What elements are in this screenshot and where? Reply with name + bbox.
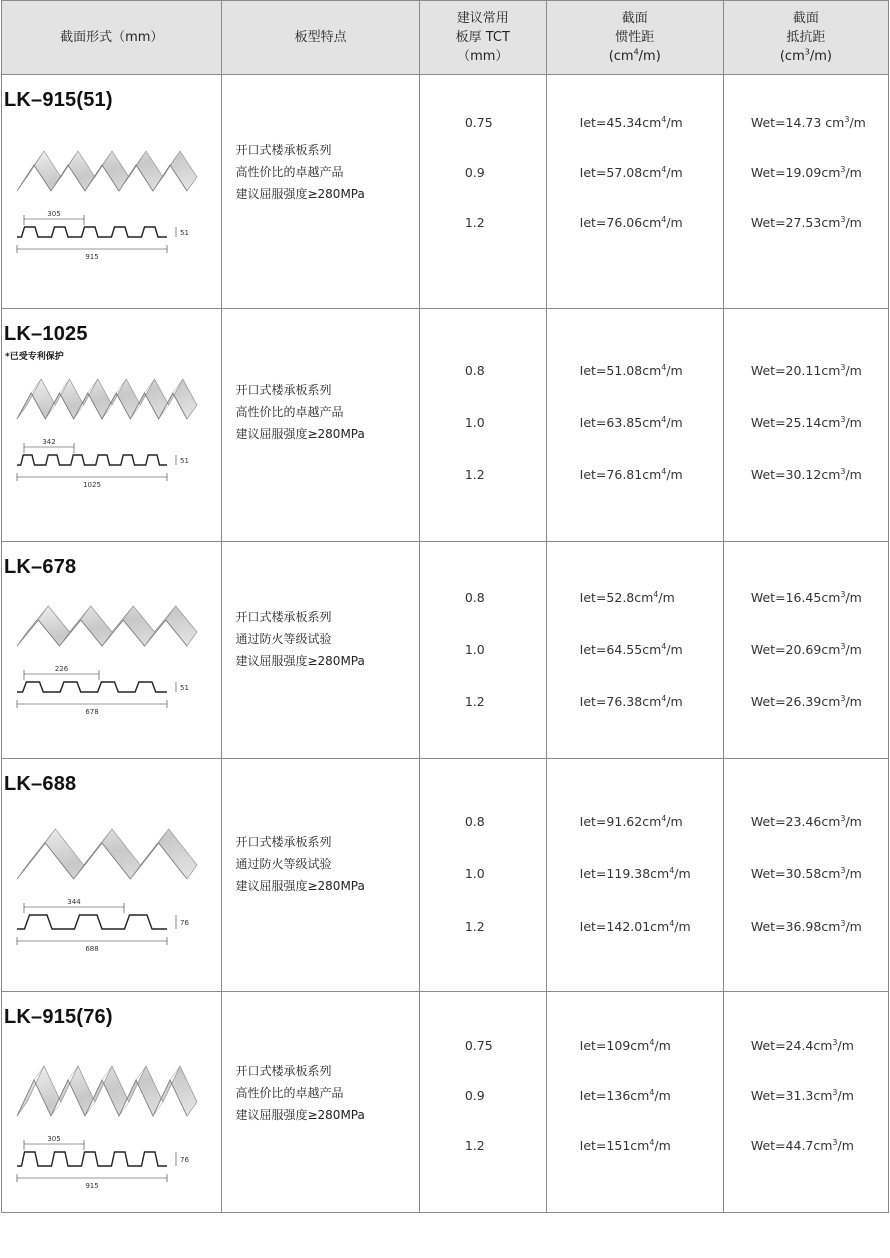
- thickness-cell: [419, 992, 546, 1213]
- modulus-value: $Wet=24.4cm^3/m$: [750, 1037, 854, 1053]
- inertia-value: $Iet=45.34cm^4/m$: [579, 114, 683, 130]
- width-dimension: 688: [85, 945, 99, 953]
- features-cell: [222, 992, 419, 1213]
- modulus-value: Wet=14.73 $cm^3/m$: [750, 114, 866, 130]
- thickness-value: 0.9: [464, 1088, 485, 1103]
- thickness-value: 0.75: [464, 1038, 493, 1053]
- section-form-cell: [2, 759, 222, 992]
- deck-cross-section: [17, 215, 176, 253]
- modulus-value: $Wet=19.09cm^3/m$: [750, 164, 862, 180]
- thickness-value: 1.2: [464, 1138, 485, 1153]
- modulus-cell: [723, 309, 888, 542]
- feature-line: 高性价比的卓越产品: [235, 405, 344, 419]
- deck-cross-section: [17, 443, 176, 481]
- model-name: LK–688: [4, 773, 77, 795]
- height-dimension: 76: [180, 1156, 189, 1164]
- feature-line: 高性价比的卓越产品: [235, 1086, 344, 1100]
- thickness-value: 1.0: [464, 415, 485, 430]
- thickness-value: 1.0: [464, 866, 485, 881]
- thickness-value: 0.9: [464, 165, 485, 180]
- model-name: LK–915(76): [4, 1006, 113, 1028]
- inertia-value: $Iet=142.01cm^4/m$: [579, 918, 691, 934]
- section-form-cell: [2, 309, 222, 542]
- inertia-value: $Iet=76.38cm^4/m$: [579, 693, 683, 709]
- width-dimension: 915: [85, 253, 99, 261]
- thickness-cell: [419, 309, 546, 542]
- inertia-cell: [546, 309, 723, 542]
- feature-line: 开口式楼承板系列: [235, 1064, 332, 1078]
- height-dimension: 51: [180, 229, 189, 237]
- section-form-cell: [2, 75, 222, 309]
- modulus-value: $Wet=20.69cm^3/m$: [750, 641, 862, 657]
- width-dimension: 678: [85, 708, 99, 716]
- pitch-dimension: 344: [67, 898, 81, 906]
- thickness-cell: [419, 759, 546, 992]
- modulus-cell: [723, 759, 888, 992]
- width-dimension: 1025: [83, 481, 101, 489]
- table-row: [2, 759, 889, 992]
- patent-note: *已受专利保护: [5, 352, 64, 362]
- model-name: LK–1025: [4, 323, 88, 345]
- deck-isometric-view: [17, 829, 197, 879]
- thickness-value: 0.75: [464, 115, 493, 130]
- table-row: [2, 309, 889, 542]
- modulus-value: $Wet=16.45cm^3/m$: [750, 589, 862, 605]
- table-row: [2, 75, 889, 309]
- inertia-cell: [546, 75, 723, 309]
- model-name: LK–915(51): [4, 89, 113, 111]
- deck-isometric-view: [17, 606, 197, 646]
- modulus-value: $Wet=26.39cm^3/m$: [750, 693, 862, 709]
- inertia-value: $Iet=76.06cm^4/m$: [579, 214, 683, 230]
- pitch-dimension: 342: [42, 438, 56, 446]
- feature-line: 建议屈服强度≥280MPa: [235, 187, 365, 201]
- modulus-cell: [723, 542, 888, 759]
- feature-line: 开口式楼承板系列: [235, 610, 332, 624]
- deck-isometric-view: [17, 379, 197, 419]
- inertia-value: $Iet=91.62cm^4/m$: [579, 813, 683, 829]
- modulus-value: $Wet=30.12cm^3/m$: [750, 466, 862, 482]
- inertia-value: $Iet=64.55cm^4/m$: [579, 641, 683, 657]
- section-form-cell: [2, 542, 222, 759]
- thickness-value: 1.0: [464, 642, 485, 657]
- features-cell: [222, 759, 419, 992]
- table-header: [2, 1, 889, 75]
- pitch-dimension: 305: [47, 1135, 61, 1143]
- feature-line: 开口式楼承板系列: [235, 143, 332, 157]
- inertia-value: $Iet=57.08cm^4/m$: [579, 164, 683, 180]
- height-dimension: 51: [180, 457, 189, 465]
- inertia-cell: [546, 542, 723, 759]
- spec-table: [1, 0, 889, 1213]
- height-dimension: 76: [180, 919, 189, 927]
- feature-line: 建议屈服强度≥280MPa: [235, 654, 365, 668]
- table-row: [2, 542, 889, 759]
- deck-isometric-view: [17, 151, 197, 191]
- inertia-cell: [546, 992, 723, 1213]
- inertia-value: $Iet=109cm^4/m$: [579, 1037, 671, 1053]
- feature-line: 开口式楼承板系列: [235, 835, 332, 849]
- modulus-value: $Wet=30.58cm^3/m$: [750, 865, 862, 881]
- modulus-value: $Wet=36.98cm^3/m$: [750, 918, 862, 934]
- modulus-value: $Wet=23.46cm^3/m$: [750, 813, 862, 829]
- deck-cross-section: [17, 1140, 176, 1182]
- features-cell: [222, 309, 419, 542]
- thickness-value: 1.2: [464, 215, 485, 230]
- deck-isometric-view: [17, 1066, 197, 1116]
- thickness-cell: [419, 542, 546, 759]
- feature-line: 开口式楼承板系列: [235, 383, 332, 397]
- thickness-value: 0.8: [464, 590, 485, 605]
- thickness-value: 1.2: [464, 694, 485, 709]
- feature-line: 建议屈服强度≥280MPa: [235, 1108, 365, 1122]
- modulus-value: $Wet=27.53cm^3/m$: [750, 214, 862, 230]
- deck-cross-section: [17, 903, 176, 945]
- modulus-value: $Wet=25.14cm^3/m$: [750, 414, 862, 430]
- thickness-value: 1.2: [464, 919, 485, 934]
- inertia-cell: [546, 759, 723, 992]
- thickness-value: 0.8: [464, 814, 485, 829]
- height-dimension: 51: [180, 684, 189, 692]
- thickness-value: 0.8: [464, 363, 485, 378]
- header-thickness: 建议常用 板厚 TCT （mm）: [419, 1, 546, 75]
- pitch-dimension: 226: [54, 665, 69, 673]
- modulus-value: $Wet=44.7cm^3/m$: [750, 1137, 854, 1153]
- inertia-value: $Iet=151cm^4/m$: [579, 1137, 671, 1153]
- model-name: LK–678: [4, 556, 77, 578]
- inertia-value: $Iet=119.38cm^4/m$: [579, 865, 691, 881]
- feature-line: 通过防火等级试验: [235, 857, 332, 871]
- header-inertia: 截面 惯性距 $(cm^4/m)$: [546, 1, 723, 75]
- feature-line: 通过防火等级试验: [235, 632, 332, 646]
- thickness-value: 1.2: [464, 467, 485, 482]
- thickness-cell: [419, 75, 546, 309]
- features-cell: [222, 542, 419, 759]
- feature-line: 建议屈服强度≥280MPa: [235, 427, 365, 441]
- header-features: 板型特点: [222, 1, 419, 75]
- width-dimension: 915: [85, 1182, 99, 1190]
- modulus-value: $Wet=20.11cm^3/m$: [750, 362, 862, 378]
- inertia-value: $Iet=51.08cm^4/m$: [579, 362, 683, 378]
- modulus-value: $Wet=31.3cm^3/m$: [750, 1087, 854, 1103]
- table-row: [2, 992, 889, 1213]
- feature-line: 建议屈服强度≥280MPa: [235, 879, 365, 893]
- features-cell: [222, 75, 419, 309]
- inertia-value: $Iet=76.81cm^4/m$: [579, 466, 683, 482]
- header-section-form: 截面形式（mm）: [2, 1, 222, 75]
- modulus-cell: [723, 75, 888, 309]
- deck-cross-section: [17, 670, 176, 708]
- modulus-cell: [723, 992, 888, 1213]
- inertia-value: $Iet=52.8cm^4/m$: [579, 589, 675, 605]
- header-modulus: 截面 抵抗距 $(cm^3/m)$: [723, 1, 888, 75]
- deck-profile-drawing: [12, 1058, 212, 1258]
- section-form-cell: [2, 992, 222, 1213]
- inertia-value: $Iet=136cm^4/m$: [579, 1087, 671, 1103]
- pitch-dimension: 305: [47, 210, 61, 218]
- inertia-value: $Iet=63.85cm^4/m$: [579, 414, 683, 430]
- feature-line: 高性价比的卓越产品: [235, 165, 344, 179]
